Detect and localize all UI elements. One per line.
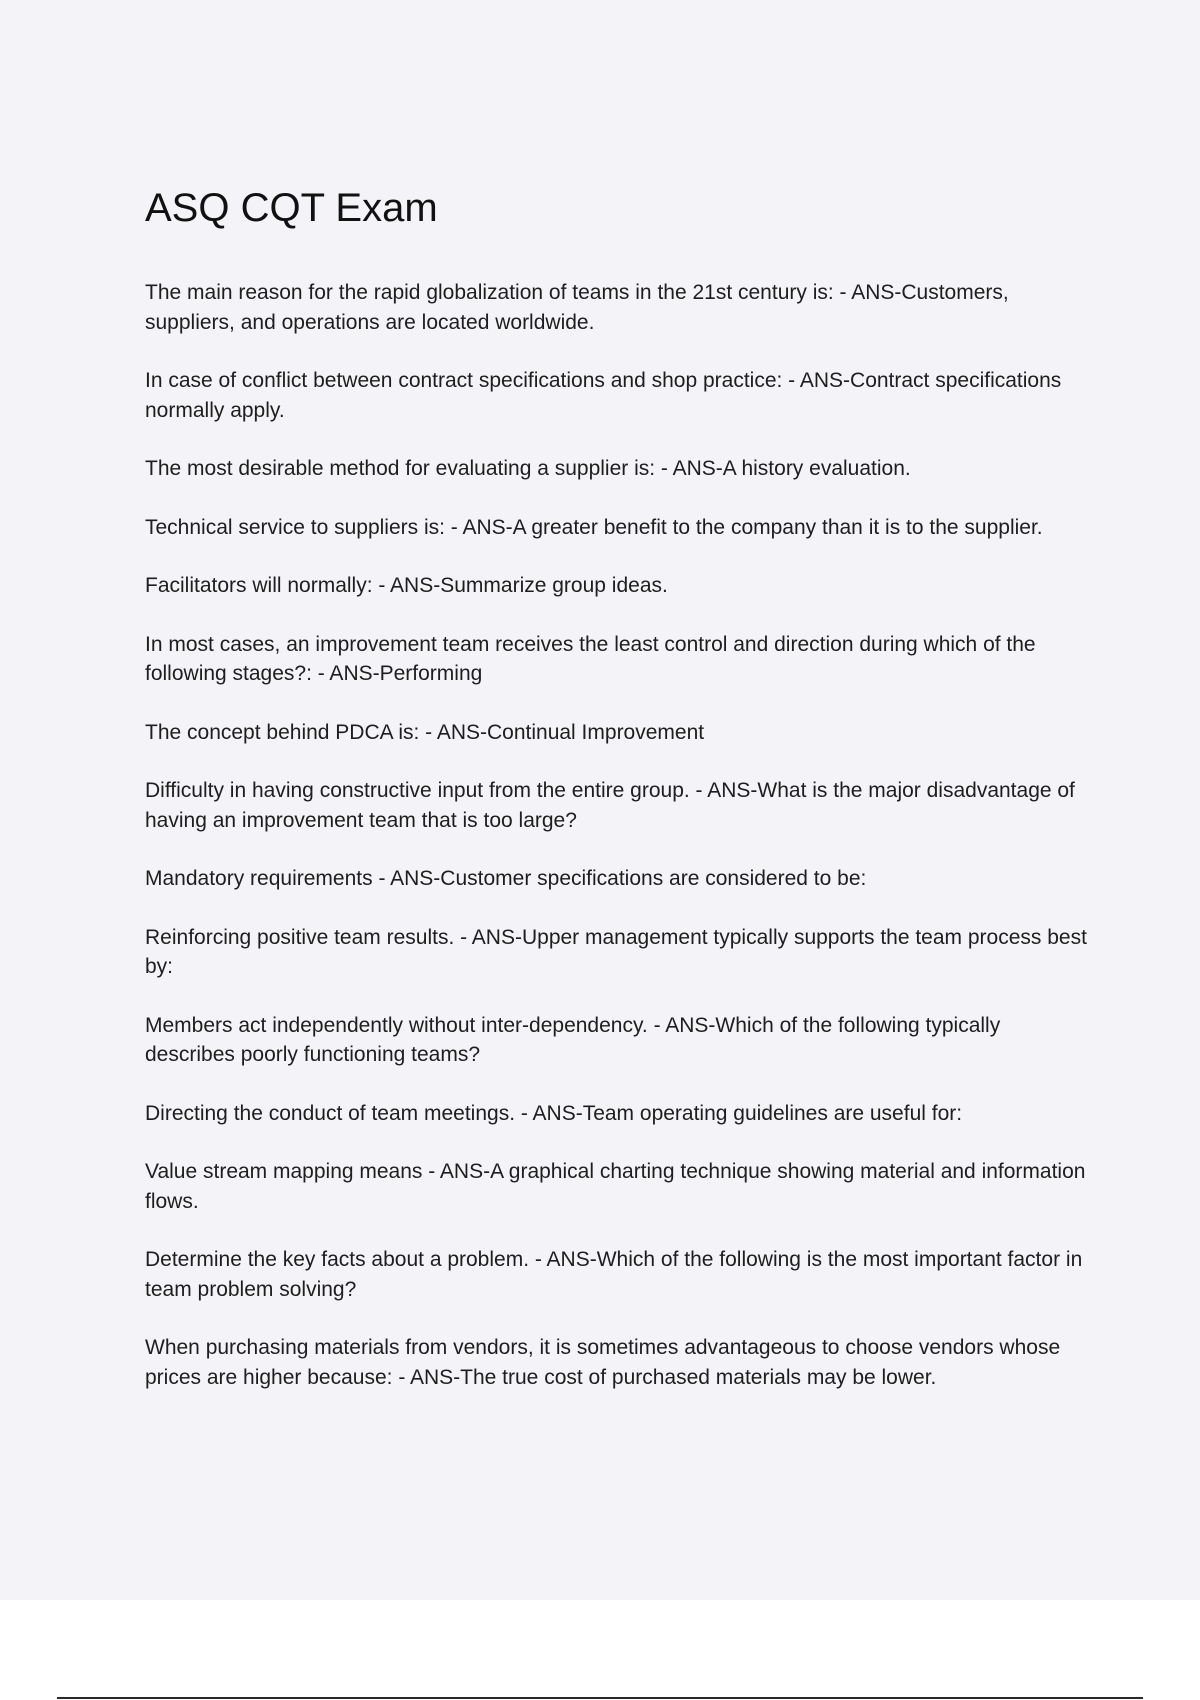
qa-item: In case of conflict between contract specifications and shop practice: - ANS-Contract specifications normally apply. <box>145 369 1062 422</box>
qa-item: In most cases, an improvement team receives the least control and direction during which of the following stages?: - ANS-Performing <box>145 632 1036 685</box>
qa-item: Mandatory requirements - ANS-Customer specifications are considered to be: <box>145 867 867 890</box>
qa-item: Members act independently without inter-dependency. - ANS-Which of the following typically describes poorly functioning teams? <box>145 1013 1001 1066</box>
qa-item: Facilitators will normally: - ANS-Summarize group ideas. <box>145 574 668 597</box>
qa-item: Difficulty in having constructive input from the entire group. - ANS-What is the major disadvantage of having an improvement team that is too large? <box>145 779 1075 832</box>
qa-item: Determine the key facts about a problem. - ANS-Which of the following is the most important factor in team problem solving? <box>145 1248 1083 1301</box>
qa-item: The main reason for the rapid globalization of teams in the 21st century is: - ANS-Customers, suppliers, and operations are located worldwide. <box>145 281 1009 334</box>
qa-item: Directing the conduct of team meetings. - ANS-Team operating guidelines are useful for: <box>145 1101 963 1125</box>
qa-item: The concept behind PDCA is: - ANS-Continual Improvement <box>145 720 705 744</box>
page-bottom-divider <box>57 1697 1143 1699</box>
qa-item: The most desirable method for evaluating a supplier is: - ANS-A history evaluation. <box>145 457 911 480</box>
qa-list <box>145 278 1095 1421</box>
qa-item: When purchasing materials from vendors, it is sometimes advantageous to choose vendors whose prices are higher because: - ANS-The true cost of purchased materials may be lower. <box>145 1336 1061 1389</box>
qa-item: Reinforcing positive team results. - ANS-Upper management typically supports the team process best by: <box>145 925 1087 978</box>
document-title: ASQ CQT Exam <box>145 186 438 230</box>
qa-item: Technical service to suppliers is: - ANS-A greater benefit to the company than it is to the supplier. <box>145 515 1043 539</box>
qa-item: Value stream mapping means - ANS-A graphical charting technique showing material and information flows. <box>145 1160 1086 1213</box>
